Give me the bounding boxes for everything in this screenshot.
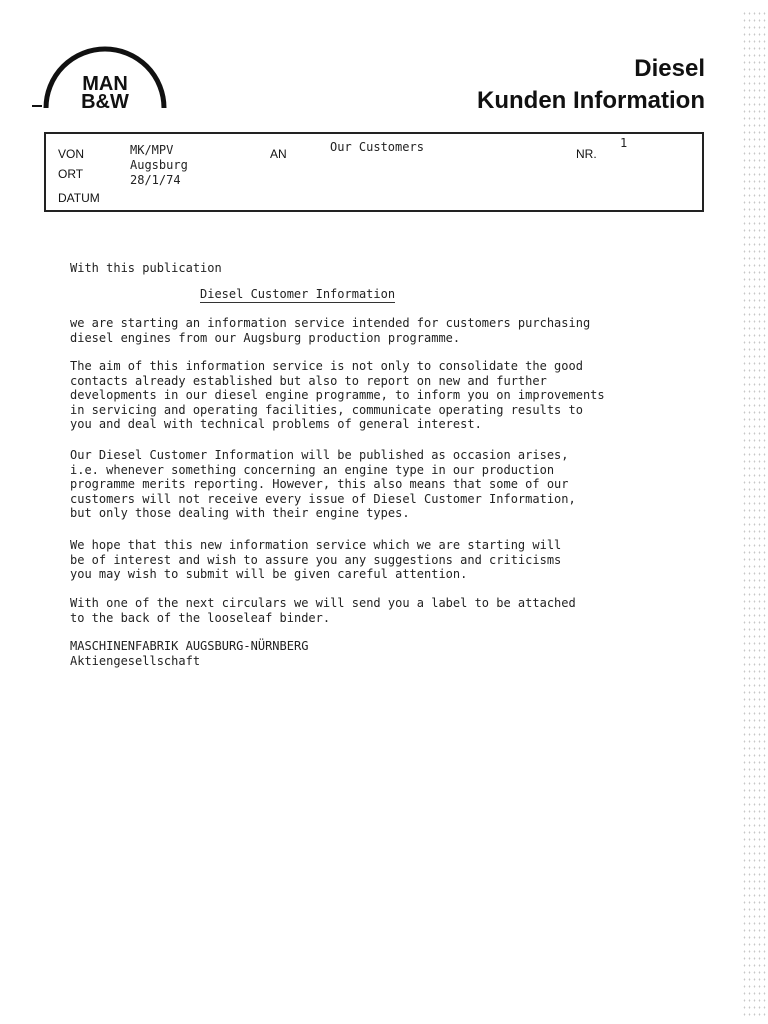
an-label: AN — [270, 147, 287, 161]
an-value: Our Customers — [330, 140, 424, 154]
signature-legal-form: Aktiengesellschaft — [70, 654, 201, 668]
nr-value: 1 — [620, 136, 628, 150]
von-value: MK/MPV — [130, 143, 174, 157]
title-line-kunden-information: Kunden Information — [477, 87, 705, 114]
title-line-diesel: Diesel — [634, 55, 705, 82]
logo-text-line1: MAN — [82, 73, 128, 95]
letter-heading: Diesel Customer Information — [200, 287, 396, 301]
paragraph-1: we are starting an information service intended for customers purchasing diesel engines from our Augsburg production programme. — [70, 316, 591, 345]
paragraph-5: With one of the next circulars we will send you a label to be attached to the back of the looseleaf binder. — [70, 596, 576, 625]
nr-label: NR. — [576, 147, 597, 161]
header-info-box — [44, 132, 704, 212]
letter-intro: With this publication — [70, 261, 222, 275]
datum-value: 28/1/74 — [130, 173, 181, 187]
document-title — [477, 53, 705, 117]
paragraph-4: We hope that this new information service which we are starting will be of interest and wish to assure you any suggestions and criticisms you may wish to submit will be given careful attention. — [70, 538, 562, 581]
logo-text-line2: B&W — [81, 91, 129, 112]
scan-edge-artifact — [742, 10, 768, 1020]
paragraph-2: The aim of this information service is not only to consolidate the good contacts already established but also to report on new and further developments in our diesel engine programme, to inform you on improvements in servicing and operating facilities, communicate operating results to you and deal with technical problems of general interest. — [70, 359, 605, 431]
ort-value: Augsburg — [130, 158, 188, 172]
man-bw-logo — [30, 46, 170, 112]
ort-label: ORT — [58, 167, 84, 181]
von-label: VON — [58, 147, 85, 161]
paragraph-3: Our Diesel Customer Information will be published as occasion arises, i.e. whenever something concerning an engine type in our production programme merits reporting. However, this also means that some of our customers will not receive every issue of Diesel Customer Information, but only those dealing with their engine types. — [70, 448, 576, 520]
datum-label: DATUM — [58, 191, 100, 205]
signature-company: MASCHINENFABRIK AUGSBURG-NÜRNBERG — [70, 639, 309, 653]
